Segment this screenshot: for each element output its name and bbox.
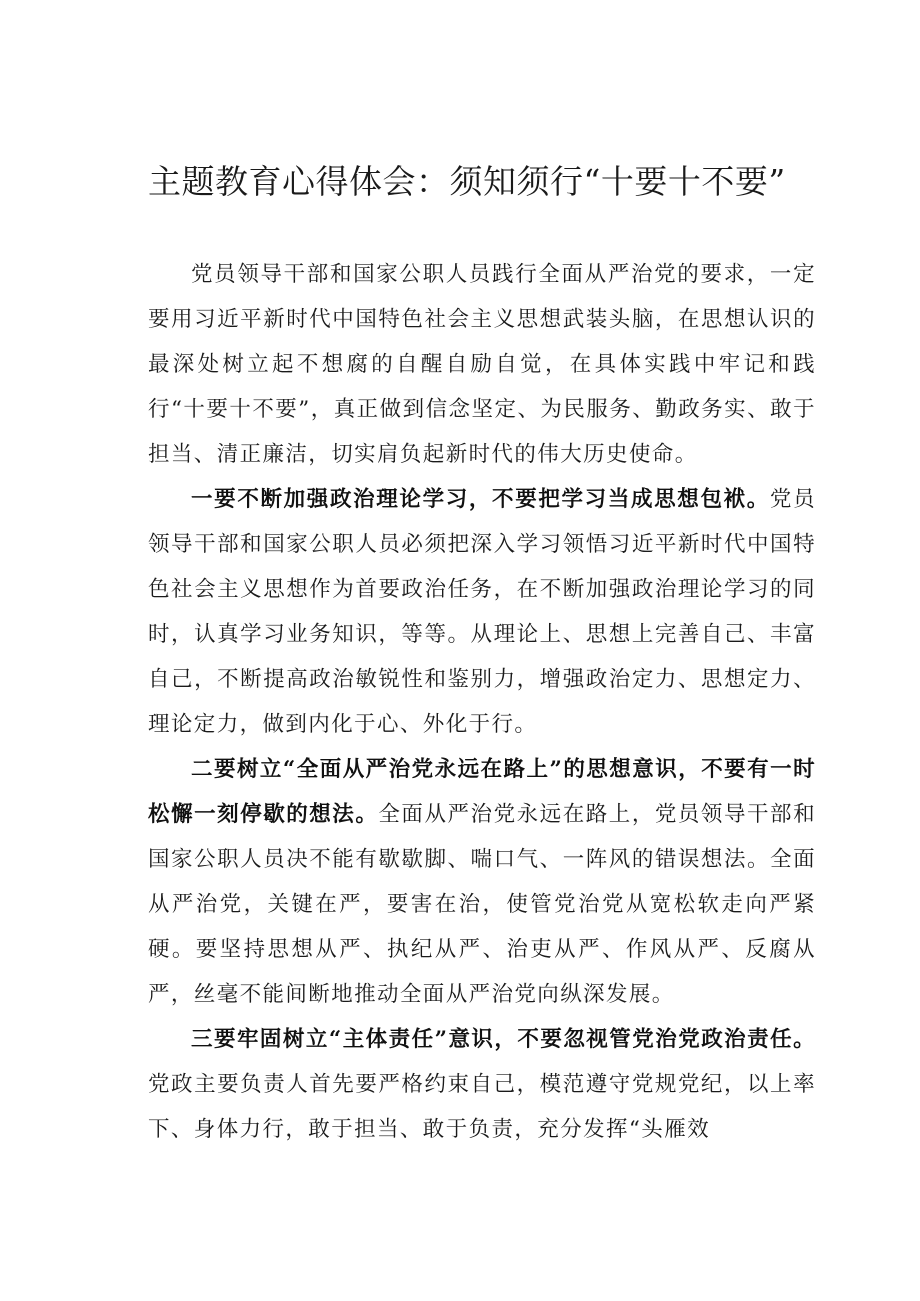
paragraph-text: 党政主要负责人首先要严格约束自己，模范遵守党规党纪，以上率下、身体力行，敢于担当、敢于负责，充分发挥“头雁效 [148,1072,816,1142]
paragraph-text: 全面从严治党永远在路上，党员领导干部和国家公职人员决不能有歇歇脚、喘口气、一阵风的错误想法。全面从严治党，关键在严，要害在治，使管党治党从宽松软走向严紧硬。要坚持思想从严、执纪从严、治吏从严、作风从严、反腐从严，丝毫不能间断地推动全面从严治党向纵深发展。 [148,802,816,1007]
paragraph-lead: 二要树立“全面从严治党永远在路上”的思想意识，不要有一时松懈一刻停歇的想法。 [148,757,816,827]
document-body [148,252,816,1152]
paragraph-lead: 三要牢固树立“主体责任”意识，不要忽视管党治党政治责任。 [191,1027,816,1052]
paragraph-text: 党员领导干部和国家公职人员必须把深入学习领悟习近平新时代中国特色社会主义思想作为首要政治任务，在不断加强政治理论学习的同时，认真学习业务知识，等等。从理论上、思想上完善自己、丰富自己，不断提高政治敏锐性和鉴别力，增强政治定力、思想定力、理论定力，做到内化于心、外化于行。 [148,487,816,737]
document-title: 主题教育心得体会：须知须行“十要十不要” [148,162,786,201]
paragraph-point-1 [148,477,816,747]
paragraph-point-2 [148,747,816,1017]
paragraph-point-3 [148,1017,816,1152]
paragraph-text: 党员领导干部和国家公职人员践行全面从严治党的要求，一定要用习近平新时代中国特色社会主义思想武装头脑，在思想认识的最深处树立起不想腐的自醒自励自觉，在具体实践中牢记和践行“十要十不要”，真正做到信念坚定、为民服务、勤政务实、敢于担当、清正廉洁，切实肩负起新时代的伟大历史使命。 [148,262,816,467]
paragraph-intro [148,252,816,477]
paragraph-lead: 一要不断加强政治理论学习，不要把学习当成思想包袱。 [191,487,770,512]
